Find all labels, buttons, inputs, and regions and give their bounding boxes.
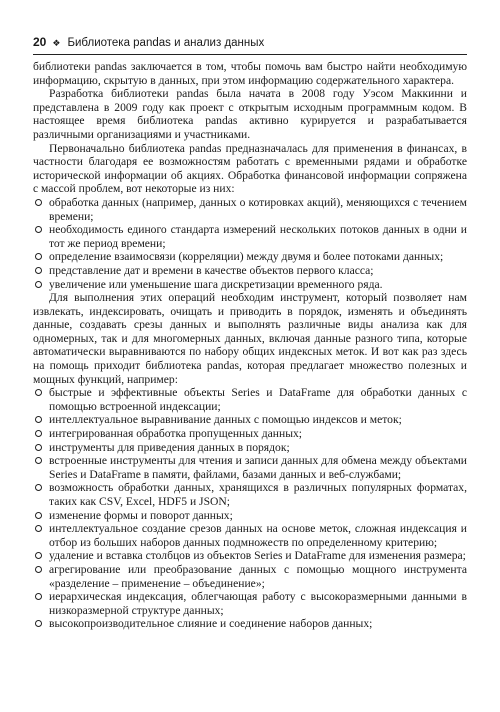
list-item: удаление и вставка столбцов из объектов Series и DataFrame для изменения размера; [33,549,467,563]
list-item: необходимость единого стандарта измерений нескольких потоков данных в одни и тот же период времени; [33,223,467,250]
list-item: увеличение или уменьшение шага дискретизации временного ряда. [33,278,467,292]
bullet-icon [35,430,42,437]
bullet-icon [35,552,42,559]
paragraph-continued: библиотеки pandas заключается в том, чтобы помочь вам быстро найти необходимую информацию, скрытую в данных, при этом информацию содержательного характера. [33,60,467,87]
ornament-icon: ❖ [52,38,61,48]
features-list [33,386,467,631]
bullet-icon [35,525,42,532]
list-item: возможность обработки данных, хранящихся в различных популярных форматах, таких как CSV, Excel, HDF5 и JSON; [33,481,467,508]
header-rule [33,54,467,55]
list-item: интеллектуальное выравнивание данных с помощью индексов и меток; [33,413,467,427]
list-item: интегрированная обработка пропущенных данных; [33,427,467,441]
paragraph-history: Разработка библиотеки pandas была начата в 2008 году Уэсом Маккинни и представлена в 2009 году как проект с открытым исходным программным кодом. В настоящее время библиотека pandas активно курируется и разрабатывается различными организациями и участниками. [33,87,467,141]
paragraph-finance: Первоначально библиотека pandas предназначалась для применения в финансах, в частности благодаря ее возможностям работать с временными рядами и обработке исторической информации об акциях. Обработка финансовой информации сопряжена с массой проблем, вот некоторые из них: [33,141,467,196]
bullet-icon [35,281,42,288]
list-item: быстрые и эффективные объекты Series и DataFrame для обработки данных с помощью встроенной индексации; [33,386,467,413]
paragraph-tools: Для выполнения этих операций необходим инструмент, который позволяет нам извлекать, индексировать, очищать и приводить в порядок, изменять и объединять данные, создавать срезы данных и выполнять различные виды анализа как для одномерных, так и для многомерных данных, включая данные разного типа, которые автоматически выравниваются по набору общих индексных меток. И вот как раз здесь на помощь приходит библиотека pandas, которая предлагает множество полезных и мощных функций, например: [33,291,467,386]
list-item: представление дат и времени в качестве объектов первого класса; [33,264,467,278]
list-item: обработка данных (например, данных о котировках акций), меняющихся с течением времени; [33,196,467,223]
bullet-icon [35,593,42,600]
bullet-icon [35,620,42,627]
bullet-icon [35,226,42,233]
list-item: инструменты для приведения данных в порядок; [33,441,467,455]
bullet-icon [35,444,42,451]
bullet-icon [35,566,42,573]
running-header [33,35,467,53]
list-item: иерархическая индексация, облегчающая работу с высокоразмерными данными в низкоразмерной структуре данных; [33,590,467,617]
bullet-icon [35,484,42,491]
bullet-icon [35,253,42,260]
bullet-icon [35,416,42,423]
problems-list [33,196,467,291]
bullet-icon [35,457,42,464]
list-item: определение взаимосвязи (корреляции) между двумя и более потоками данных; [33,250,467,264]
bullet-icon [35,267,42,274]
chapter-title: Библиотека pandas и анализ данных [67,37,265,49]
list-item: высокопроизводительное слияние и соединение наборов данных; [33,617,467,631]
bullet-icon [35,389,42,396]
bullet-icon [35,512,42,519]
bullet-icon [35,199,42,206]
body-text [33,60,467,631]
list-item: встроенные инструменты для чтения и записи данных для обмена между объектами Series и DataFrame в памяти, файлами, базами данных и веб-службами; [33,454,467,481]
list-item: изменение формы и поворот данных; [33,509,467,523]
list-item: агрегирование или преобразование данных с помощью мощного инструмента «разделение – применение – объединение»; [33,563,467,590]
list-item: интеллектуальное создание срезов данных на основе меток, сложная индексация и отбор из больших наборов данных подмножеств по определенному критерию; [33,522,467,549]
page-number: 20 [33,35,47,49]
